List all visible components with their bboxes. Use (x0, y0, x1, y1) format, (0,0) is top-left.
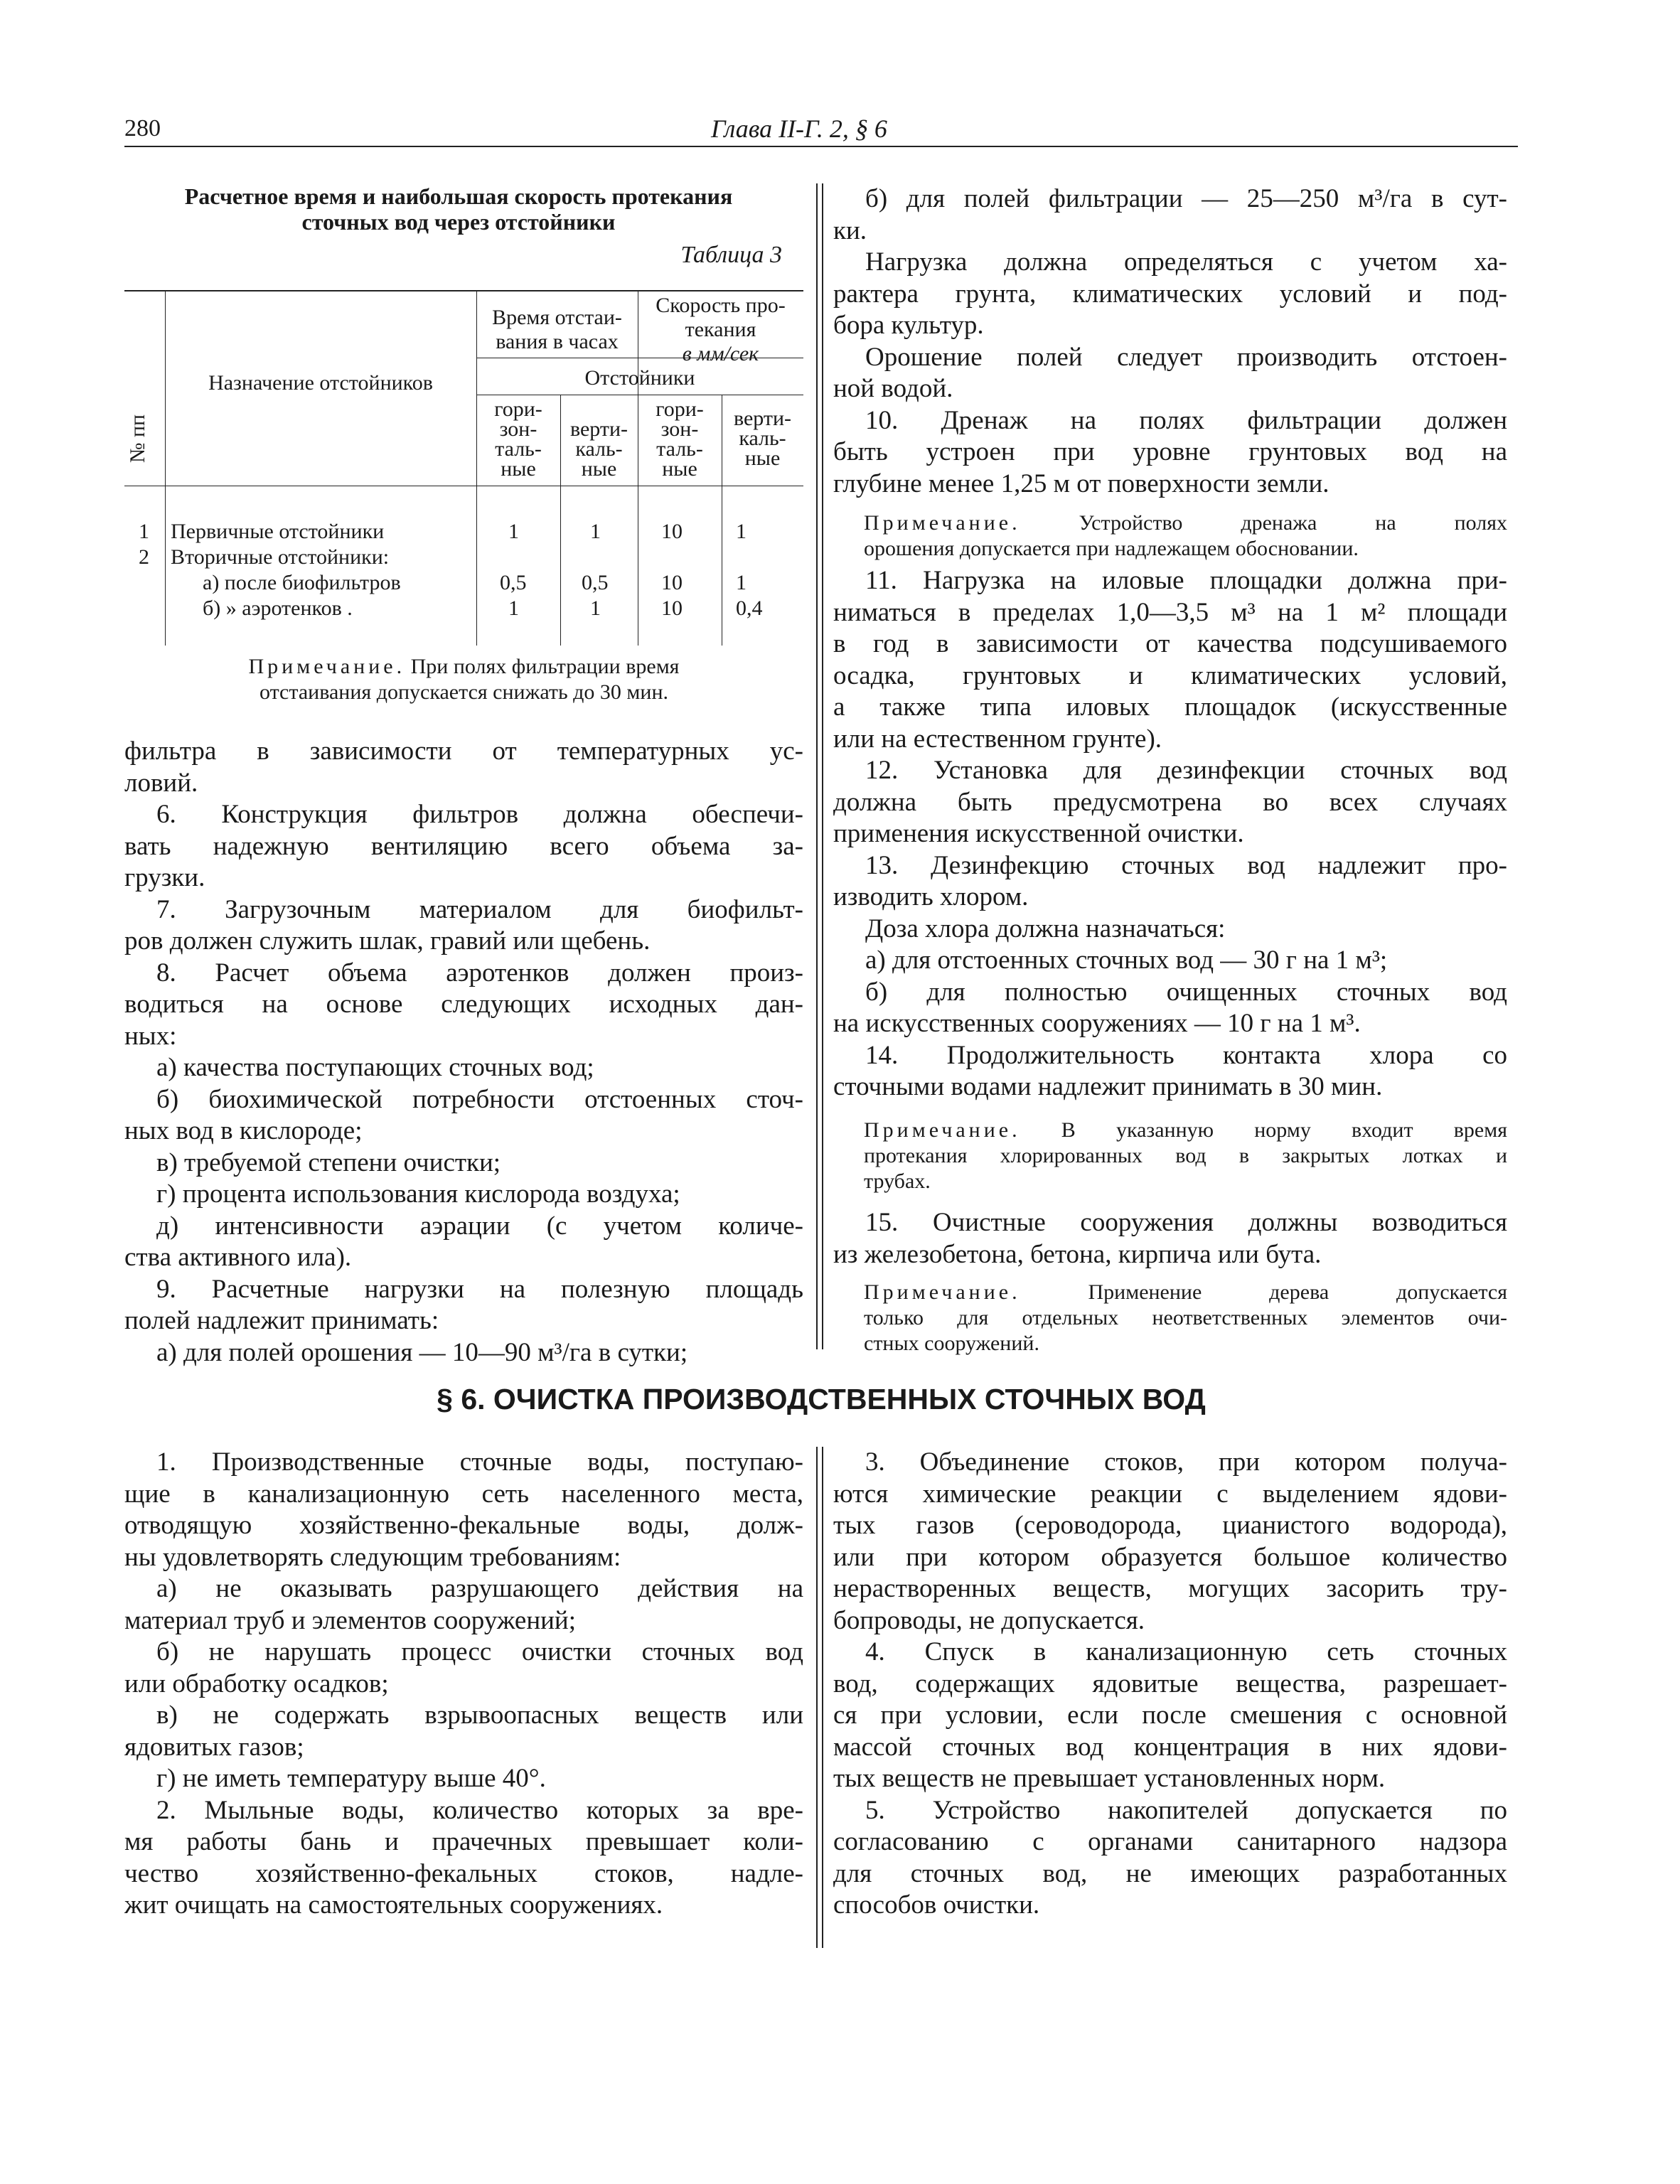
table-caption-line-2: сточных вод через отстойники (301, 209, 616, 235)
speed-group-header (638, 294, 803, 366)
note3-l2: только для отдельных неответственных элементов очи- (864, 1306, 1507, 1329)
text-line: рактера грунта, климатических условий и под- (833, 279, 1507, 309)
table-body (124, 519, 803, 621)
row-val: 1 (590, 520, 601, 543)
text-line: ров должен служить шлак, гравий или щебень. (124, 926, 651, 956)
text-line: 10. Дренаж на полях фильтрации должен (865, 405, 1507, 435)
text-line: 9. Расчетные нагрузки на полезную площадь (156, 1274, 803, 1304)
text-line: быть устроен при уровне грунтовых вод на (833, 437, 1507, 466)
sub-h2-l1: гори- (656, 397, 704, 421)
text-line: б) не нарушать процесс очистки сточных вод (156, 1637, 803, 1666)
text-line: применения искусственной очистки. (833, 819, 1244, 848)
column-divider-top-1 (816, 183, 818, 1349)
table-row (124, 519, 803, 545)
sub-v1-l3: ные (581, 457, 617, 481)
text-line: д) интенсивности аэрации (с учетом количе- (156, 1211, 803, 1241)
column-divider-top-2 (822, 183, 823, 1349)
header-rule (124, 146, 1518, 147)
text-line: вод, содержащих ядовитые вещества, разрешает- (833, 1669, 1507, 1698)
section-title: § 6. ОЧИСТКА ПРОИЗВОДСТВЕННЫХ СТОЧНЫХ ВОД (437, 1383, 1206, 1415)
row-val: 1 (736, 520, 747, 543)
note1-l1: Устройство дренажа на полях (1079, 511, 1507, 535)
note3-l1: Применение дерева допускается (1088, 1280, 1507, 1304)
note2-l3: трубах. (864, 1169, 931, 1193)
table-caption-line-1: Расчетное время и наибольшая скорость протекания (184, 183, 733, 209)
table-row (124, 545, 803, 570)
row-val: 1 (590, 596, 601, 620)
row-val: 10 (661, 596, 683, 620)
text-line: или обработку осадков; (124, 1669, 389, 1698)
time-group-header-l1: Время отстаи- (492, 306, 622, 329)
text-line: 5. Устройство накопителей допускается по (865, 1795, 1507, 1825)
text-line: а) для полей орошения — 10—90 м³/га в сутки; (156, 1337, 688, 1367)
sub-h1-l2: зон- (499, 417, 537, 441)
sub-vertical-1 (560, 419, 638, 479)
right-note-2 (864, 1118, 1507, 1194)
page-number: 280 (124, 115, 161, 141)
row-val: 10 (661, 571, 683, 594)
row-val: 0,4 (736, 596, 763, 620)
table-note-l2: отстаивания допускается снижать до 30 мин. (259, 680, 669, 704)
row-val: 10 (661, 520, 683, 543)
text-line: Орошение полей следует производить отстоен- (865, 342, 1507, 372)
col-name-header: Назначение отстойников (208, 371, 433, 395)
right-column-text-3 (833, 1207, 1507, 1270)
text-line: г) процента использования кислорода воздуха; (156, 1179, 680, 1209)
text-line: 14. Продолжительность контакта хлора со (865, 1040, 1507, 1070)
row-val: 0,5 (582, 571, 609, 594)
text-line: 8. Расчет объема аэротенков должен произ- (156, 958, 803, 987)
text-line: ся при условии, если после смешения с основной (833, 1701, 1507, 1730)
text-line: ных вод в кислороде; (124, 1116, 363, 1145)
row-num: 1 (139, 520, 149, 543)
text-line: а) качества поступающих сточных вод; (156, 1053, 594, 1082)
text-line: ной водой. (833, 374, 953, 403)
sub-h2-l3: таль- (656, 437, 703, 461)
text-line: грузки. (124, 863, 205, 892)
text-line: 6. Конструкция фильтров должна обеспечи- (156, 800, 803, 829)
note1-label: Примечание. (864, 511, 1021, 535)
speed-group-header-l2: текания (685, 318, 756, 341)
text-line: бора культур. (833, 311, 984, 340)
text-line: бопроводы, не допускается. (833, 1605, 1145, 1635)
subgroup-header: Отстойники (584, 366, 695, 390)
left-column-text (124, 736, 803, 1369)
text-line: массой сточных вод концентрация в них ядови- (833, 1732, 1507, 1762)
text-line: на искусственных сооружениях — 10 г на 1 м³. (833, 1009, 1361, 1038)
sub-horizontal-2 (638, 397, 722, 481)
row-name: а) после биофильтров (203, 571, 401, 594)
note2-l1: В указанную норму входит время (1061, 1118, 1508, 1142)
text-line: ки. (833, 215, 867, 245)
row-val: 1 (508, 520, 519, 543)
text-line: из железобетона, бетона, кирпича или бута. (833, 1239, 1322, 1269)
table-label: Таблица 3 (680, 242, 782, 268)
text-line: г) не иметь температуру выше 40°. (156, 1764, 546, 1793)
text-line: осадка, грунтовых и климатических условий, (833, 660, 1507, 690)
text-line: 2. Мыльные воды, количество которых за вре- (156, 1795, 803, 1825)
note2-label: Примечание. (864, 1118, 1021, 1142)
row-val: 0,5 (500, 571, 527, 594)
text-line: для сточных вод, не имеющих разработанных (833, 1858, 1507, 1888)
sub-h1-l1: гори- (494, 397, 542, 421)
table-note (124, 654, 803, 705)
text-line: тых веществ не превышает установленных норм. (833, 1764, 1386, 1793)
text-line: б) биохимической потребности отстоенных сточ- (156, 1084, 803, 1114)
text-line: ются химические реакции с выделением ядови- (833, 1479, 1507, 1509)
text-line: или на естественном грунте). (833, 724, 1162, 754)
text-line: жит очищать на самостоятельных сооружениях. (124, 1890, 663, 1920)
text-line: способов очистки. (833, 1890, 1040, 1920)
table-caption (124, 183, 793, 235)
text-line: щие в канализационную сеть населенного места, (124, 1479, 803, 1509)
row-name: Вторичные отстойники: (171, 545, 390, 569)
sub-v1-l1: верти- (569, 417, 628, 441)
table-top-rule (124, 290, 803, 291)
time-group-header (476, 306, 638, 354)
right-note-1 (864, 510, 1507, 562)
text-line: чество хозяйственно-фекальных стоков, надле- (124, 1858, 803, 1888)
text-line: фильтра в зависимости от температурных ус- (124, 737, 803, 766)
text-line: сточными водами надлежит принимать в 30 мин. (833, 1072, 1383, 1101)
sub-horizontal-1 (476, 397, 560, 481)
text-line: нерастворенных веществ, могущих засорить тру- (833, 1574, 1507, 1603)
text-line: б) для полностью очищенных сточных вод (865, 977, 1507, 1007)
text-line: мя работы бань и прачечных превышает коли- (124, 1827, 803, 1856)
time-group-header-l2: вания в часах (496, 330, 619, 353)
table-row (124, 570, 803, 596)
row-name: Первичные отстойники (171, 520, 385, 543)
text-line: ных: (124, 1021, 177, 1051)
text-line: а) для отстоенных сточных вод — 30 г на 1 м³; (865, 946, 1388, 975)
row-num: 2 (139, 545, 149, 569)
text-line: должна быть предусмотрена во всех случаях (833, 787, 1507, 817)
text-line: б) для полей фильтрации — 25—250 м³/га в сут- (865, 184, 1507, 213)
row-val: 1 (508, 596, 519, 620)
sub-v1-l2: каль- (575, 437, 623, 461)
text-line: или при котором образуется большое количество (833, 1542, 1507, 1572)
bottom-left-text (124, 1447, 803, 1922)
table-note-l1: При полях фильтрации время (410, 655, 680, 678)
right-column-text (833, 183, 1507, 500)
text-line: вать надежную вентиляцию всего объема за- (124, 831, 803, 861)
table-note-label: Примечание. (248, 655, 406, 678)
sub-h2-l2: зон- (660, 417, 699, 441)
speed-group-header-l1: Скорость про- (656, 294, 786, 317)
text-line: Доза хлора должна назначаться: (865, 914, 1226, 943)
text-line: 11. Нагрузка на иловые площадки должна при- (865, 566, 1507, 595)
text-line: а) не оказывать разрушающего действия на (156, 1574, 803, 1603)
bottom-right-text (833, 1447, 1507, 1922)
sub-h1-l3: таль- (495, 437, 542, 461)
text-line: отводящую хозяйственно-фекальные воды, долж- (124, 1511, 803, 1540)
text-line: изводить хлором. (833, 882, 1029, 911)
text-line: в год в зависимости от качества подсушиваемого (833, 629, 1507, 658)
text-line: полей надлежит принимать: (124, 1306, 439, 1335)
running-title: Глава II-Г. 2, § 6 (711, 114, 887, 143)
text-line: согласованию с органами санитарного надзора (833, 1827, 1507, 1856)
text-line: ства активного ила). (124, 1243, 352, 1272)
note3-l3: стных сооружений. (864, 1332, 1039, 1355)
text-line: 7. Загрузочным материалом для биофильт- (156, 894, 803, 924)
sub-v2-l3: ные (744, 446, 781, 470)
text-line: ядовитых газов; (124, 1732, 304, 1762)
text-line: ны удовлетворять следующим требованиям: (124, 1542, 621, 1572)
right-column-text-2 (833, 565, 1507, 1103)
row-val: 1 (736, 571, 747, 594)
text-line: 13. Дезинфекцию сточных вод надлежит про- (865, 850, 1507, 880)
note1-l2: орошения допускается при надлежащем обосновании. (864, 537, 1359, 560)
text-line: а также типа иловых площадок (искусственные (833, 692, 1507, 722)
text-line: ниматься в пределах 1,0—3,5 м³ на 1 м² площади (833, 597, 1507, 627)
table-row (124, 596, 803, 621)
row-name: б) » аэротенков . (203, 596, 353, 620)
sub-v2-l2: каль- (739, 427, 786, 450)
text-line: глубине менее 1,25 м от поверхности земли. (833, 469, 1329, 498)
column-divider-bottom-2 (822, 1447, 823, 1948)
col-num-header-text: № пп (126, 414, 150, 464)
speed-group-header-l3: в мм/сек (682, 342, 759, 365)
text-line: 15. Очистные сооружения должны возводиться (865, 1208, 1507, 1237)
text-line: Нагрузка должна определяться с учетом ха- (865, 247, 1507, 277)
col-num-header (126, 398, 160, 476)
text-line: 3. Объединение стоков, при котором получа- (865, 1447, 1507, 1477)
column-divider-bottom-1 (816, 1447, 818, 1948)
text-line: в) не содержать взрывоопасных веществ или (156, 1701, 803, 1730)
note2-l2: протекания хлорированных вод в закрытых лотках и (864, 1144, 1507, 1167)
sub-vertical-2 (722, 409, 803, 469)
sub-v2-l1: верти- (733, 407, 792, 430)
right-note-3 (864, 1280, 1507, 1356)
text-line: ловий. (124, 768, 198, 798)
text-line: тых газов (сероводорода, цианистого водорода), (833, 1511, 1507, 1540)
text-line: в) требуемой степени очистки; (156, 1147, 501, 1177)
text-line: 4. Спуск в канализационную сеть сточных (865, 1637, 1507, 1666)
text-line: 1. Производственные сточные воды, поступаю- (156, 1447, 803, 1477)
note3-label: Примечание. (864, 1280, 1021, 1304)
text-line: водиться на основе следующих исходных дан- (124, 990, 803, 1019)
text-line: 12. Установка для дезинфекции сточных вод (865, 756, 1507, 785)
sub-h1-l4: ные (501, 457, 536, 481)
sub-h2-l4: ные (662, 457, 697, 481)
text-line: материал труб и элементов сооружений; (124, 1605, 577, 1635)
